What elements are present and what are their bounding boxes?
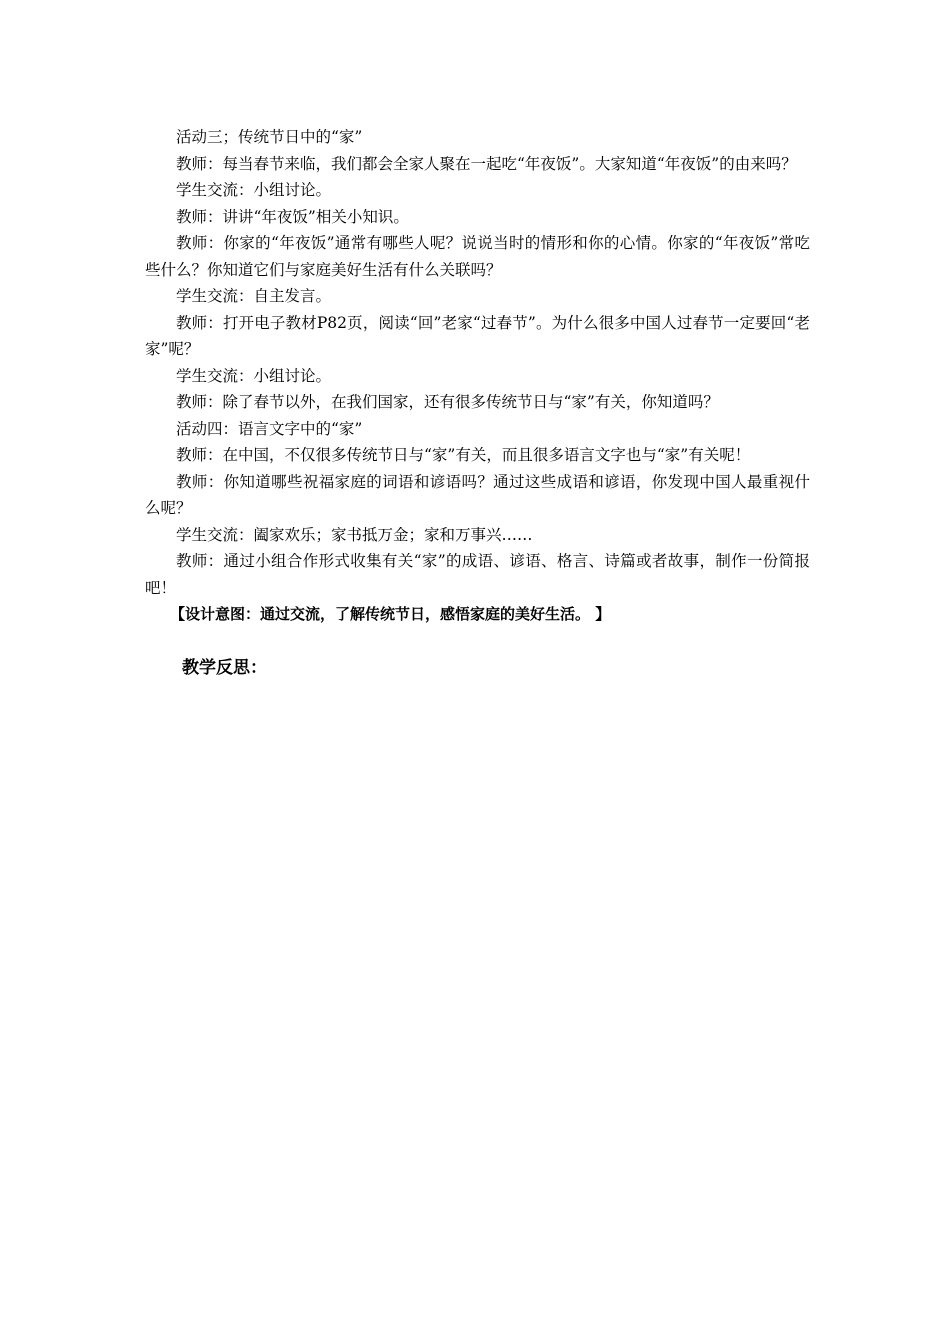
paragraph-teacher-textbook: 教师：打开电子教材P82页，阅读“回”老家“过春节”。为什么很多中国人过春节一定要回“老家”呢？ bbox=[145, 313, 810, 358]
paragraph-teacher-new-year-dinner: 教师：每当春节来临，我们都会全家人聚在一起吃“年夜饭”。大家知道“年夜饭”的由来吗？ bbox=[176, 154, 797, 173]
paragraph-student-speech: 学生交流：自主发言。 bbox=[176, 287, 332, 305]
paragraph-student-discussion-2: 学生交流：小组讨论。 bbox=[176, 366, 332, 385]
design-intent: 【设计意图：通过交流，了解传统节日，感悟家庭的美好生活。 】 bbox=[170, 605, 611, 623]
paragraph-teacher-proverbs: 教师：你知道哪些祝福家庭的词语和谚语吗？通过这些成语和谚语，你发现中国人最重视什么呢？ bbox=[145, 472, 810, 517]
paragraph-teacher-newsletter: 教师：通过小组合作形式收集有关“家”的成语、谚语、格言、诗篇或者故事，制作一份简报吧！ bbox=[145, 552, 810, 597]
paragraph-teacher-language: 教师：在中国，不仅很多传统节日与“家”有关，而且很多语言文字也与“家”有关呢！ bbox=[176, 446, 751, 464]
paragraph-teacher-festivals: 教师：除了春节以外，在我们国家，还有很多传统节日与“家”有关，你知道吗？ bbox=[176, 393, 719, 411]
reflection-heading: 教学反思： bbox=[182, 657, 267, 678]
paragraph-teacher-family-dinner: 教师：你家的“年夜饭”通常有哪些人呢？说说当时的情形和你的心情。你家的“年夜饭”常吃些什么？你知道它们与家庭美好生活有什么关联吗？ bbox=[145, 234, 810, 279]
paragraph-activity-three: 活动三；传统节日中的“家” bbox=[176, 128, 363, 146]
paragraph-activity-four: 活动四：语言文字中的“家” bbox=[176, 419, 363, 438]
paragraph-teacher-knowledge: 教师：讲讲“年夜饭”相关小知识。 bbox=[176, 207, 409, 226]
paragraph-student-discussion-1: 学生交流：小组讨论。 bbox=[176, 181, 332, 199]
document-body bbox=[145, 124, 810, 682]
paragraph-student-examples: 学生交流：阖家欢乐；家书抵万金；家和万事兴…… bbox=[176, 525, 533, 544]
